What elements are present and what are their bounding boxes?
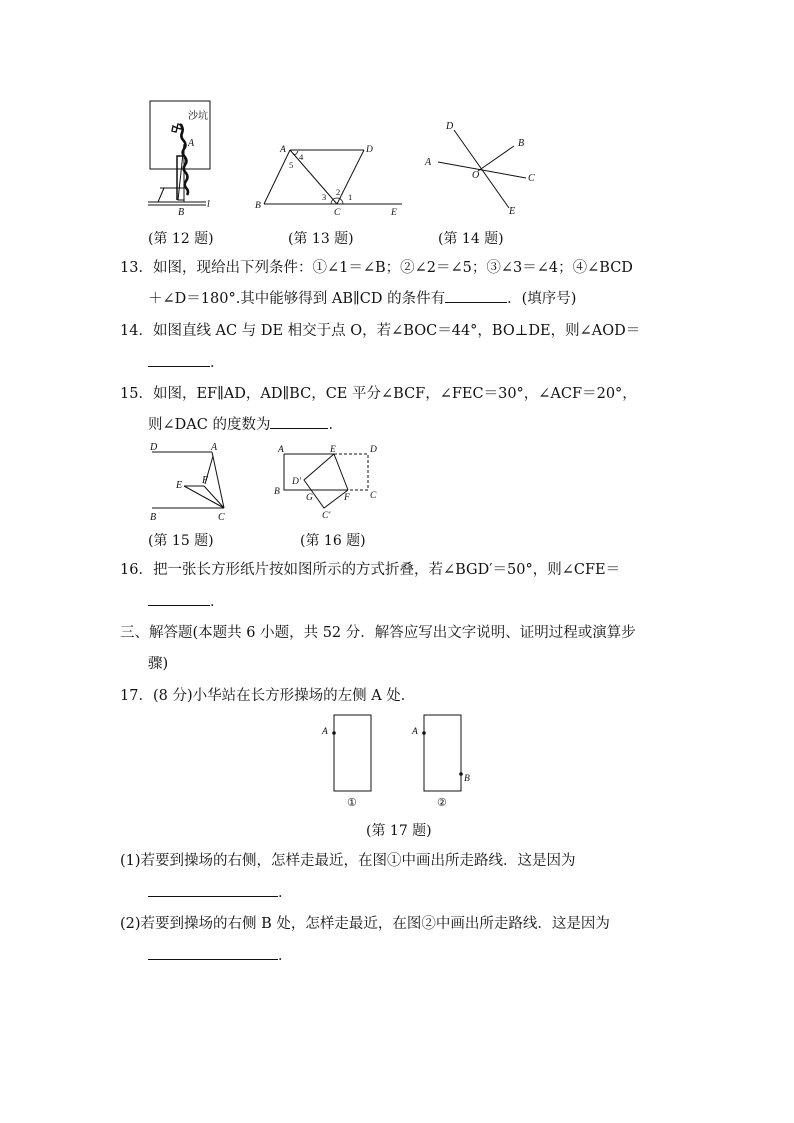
fig13-label-D: D — [366, 145, 373, 155]
fig16-label-D: D — [370, 445, 377, 455]
fig17-mark-2: ② — [437, 797, 447, 809]
fig13-label-1: 1 — [348, 192, 353, 202]
figure-12-drawing — [140, 96, 220, 220]
q15-line2-end: ． — [328, 417, 343, 433]
fig15-label-E: E — [176, 480, 183, 491]
q13-line1: 13．如图，现给出下列条件：①∠1＝∠B；②∠2＝∠5；③∠3＝∠4；④∠BCD — [120, 260, 633, 276]
q14-line1: 14．如图直线 AC 与 DE 相交于点 O，若∠BOC＝44°，BO⊥DE，则∠AOD＝ — [120, 323, 641, 339]
figure-13-drawing — [252, 138, 412, 220]
fig14-label-A: A — [425, 157, 432, 168]
fig14-label-E: E — [509, 206, 516, 217]
q17-part2-answer — [148, 945, 293, 967]
fig17-field-1[interactable] — [334, 715, 371, 791]
caption-fig14: (第 14 题) — [438, 231, 504, 247]
figure-12 — [140, 96, 220, 220]
figure-16-drawing — [270, 440, 384, 524]
q17-part1-answer — [148, 882, 293, 904]
fig12-label-l: l — [207, 199, 210, 210]
fig13-label-5: 5 — [289, 160, 294, 170]
caption-fig16: (第 16 题) — [300, 533, 366, 549]
q17-part2-end: ． — [278, 948, 293, 964]
fig16-label-B: B — [274, 487, 280, 497]
q15-line1: 15．如图，EF∥AD，AD∥BC，CE 平分∠BCF，∠FEC＝30°，∠ACF＝20°， — [120, 386, 637, 402]
q17-stem: 17．(8 分)小华站在长方形操场的左侧 A 处． — [120, 688, 416, 704]
q17-part2: (2)若要到操场的右侧 B 处，怎样走最近，在图②中画出所走路线．这是因为 — [120, 916, 610, 932]
caption-fig13: (第 13 题) — [288, 231, 354, 247]
q16-line2-end: ． — [210, 594, 225, 610]
fig12-label-B: B — [178, 207, 185, 218]
fig15-label-C: C — [218, 512, 225, 523]
fig16-label-C: C — [370, 491, 377, 501]
figure-17 — [316, 710, 482, 814]
figure-15-drawing — [144, 440, 244, 524]
fig13-label-4: 4 — [299, 152, 304, 162]
q16-line1: 16．把一张长方形纸片按如图所示的方式折叠，若∠BGD′＝50°，则∠CFE＝ — [120, 562, 621, 578]
figure-17-drawing — [316, 710, 482, 814]
fig13-label-C: C — [334, 208, 341, 218]
q16-answer-blank[interactable] — [148, 591, 210, 606]
fig15-label-B: B — [150, 512, 157, 523]
fig16-label-Dprime: D′ — [292, 477, 301, 487]
q14-line2 — [148, 352, 225, 374]
fig12-label-sandpit: 沙坑 — [188, 111, 208, 122]
figure-15 — [144, 440, 244, 524]
fig16-label-G: G — [306, 493, 313, 503]
fig17-field-2[interactable] — [424, 715, 461, 791]
fig12-label-A: A — [188, 138, 195, 149]
q13-line2 — [148, 288, 576, 310]
figure-14 — [422, 114, 542, 220]
q14-answer-blank[interactable] — [148, 352, 210, 367]
q16-line2 — [148, 591, 225, 613]
fig14-label-B: B — [518, 138, 525, 149]
fig13-label-B: B — [255, 201, 261, 211]
q15-line2 — [148, 414, 343, 436]
caption-fig15: (第 15 题) — [148, 533, 214, 549]
figure-13 — [252, 138, 412, 220]
fig16-label-E: E — [330, 445, 336, 455]
q17-part1-end: ． — [278, 885, 293, 901]
fig17-label-A2: A — [412, 727, 418, 737]
fig13-label-2: 2 — [336, 187, 341, 197]
q17-part1: (1)若要到操场的右侧，怎样走最近，在图①中画出所走路线．这是因为 — [120, 853, 576, 869]
fig14-label-D: D — [446, 121, 454, 132]
fig15-label-F: F — [202, 475, 209, 486]
caption-fig12: (第 12 题) — [148, 231, 214, 247]
section3-heading-cont: 骤) — [148, 656, 169, 672]
fig17-mark-1: ① — [347, 797, 357, 809]
q13-line2-end: ．(填序号) — [507, 291, 577, 307]
q14-line2-end: ． — [210, 355, 225, 371]
q17-part1-blank[interactable] — [148, 882, 278, 897]
section3-heading: 三、解答题(本题共 6 小题，共 52 分．解答应写出文字说明、证明过程或演算步 — [120, 625, 636, 641]
fig13-label-A: A — [280, 145, 286, 155]
fig15-label-A: A — [211, 442, 218, 453]
fig16-label-A: A — [278, 445, 284, 455]
fig16-label-Cprime: C′ — [322, 511, 331, 521]
fig17-label-A1: A — [322, 727, 328, 737]
q13-line2-text: ＋∠D＝180°.其中能够得到 AB∥CD 的条件有 — [148, 291, 446, 307]
fig13-label-E: E — [391, 208, 397, 218]
fig14-label-C: C — [528, 173, 535, 184]
q15-answer-blank[interactable] — [270, 414, 328, 429]
fig15-label-D: D — [150, 442, 158, 453]
fig17-label-B: B — [464, 774, 470, 784]
q15-line2-text: 则∠DAC 的度数为 — [148, 417, 271, 433]
figure-16 — [270, 440, 384, 524]
q13-answer-blank[interactable] — [445, 288, 507, 303]
caption-fig17: (第 17 题) — [366, 823, 432, 839]
fig14-label-O: O — [472, 170, 480, 181]
fig13-label-3: 3 — [322, 192, 327, 202]
q17-part2-blank[interactable] — [148, 945, 278, 960]
figure-14-drawing — [422, 114, 542, 220]
fig16-label-F: F — [344, 493, 350, 503]
